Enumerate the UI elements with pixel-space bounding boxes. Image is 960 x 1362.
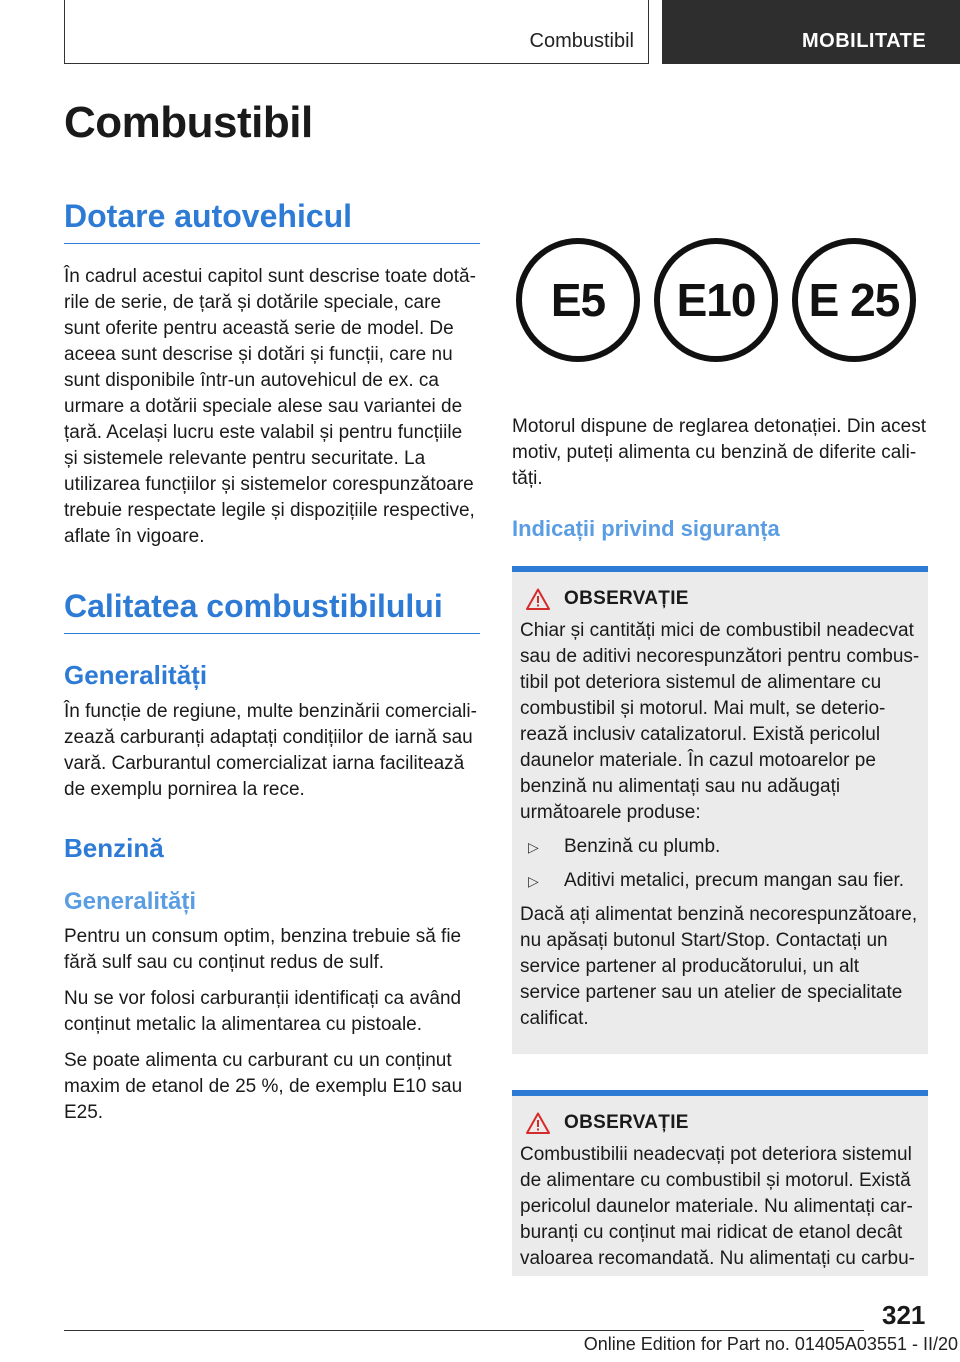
fuel-e25-label: E 25	[808, 274, 900, 326]
paragraph-benzina-1: Pentru un consum optim, benzina trebuie să fie fără sulf sau cu conținut redus de sulf.	[64, 926, 462, 973]
notice-bullet-list	[520, 834, 920, 894]
notice-header	[520, 588, 920, 610]
footer-divider	[64, 1330, 864, 1331]
warning-triangle-icon	[526, 588, 550, 610]
notice-text-2: Dacă ați alimentat benzină necorespunzătoare, nu apăsați butonul Start/Stop. Contactați un service partener al producătorului, un alt service partener sau un atelier de specialitate calificat.	[520, 904, 918, 1029]
header-section-label: Combustibil	[529, 30, 634, 52]
notice-text: Combustibilii neadecvați pot deteriora sistemul de alimentare cu combustibil și motorul. Există pericolul daunelor materiale. Nu alimentați carburanți cu conținut mai ridicat de etanol decât valoarea recomandată. Nu alimentați cu carbu-	[520, 1144, 915, 1269]
left-column	[64, 98, 480, 1136]
bullet-triangle-icon: ▷	[528, 839, 539, 855]
right-column	[512, 238, 928, 1276]
heading-generalitati-benzina: Generalități	[64, 888, 197, 915]
footer-edition: Online Edition for Part no. 01405A03551 - II/20	[583, 1334, 958, 1354]
notice-box-2	[512, 1090, 928, 1276]
list-item-text: Aditivi metalici, precum mangan sau fier.	[564, 870, 905, 891]
list-item	[528, 834, 920, 860]
list-item	[528, 868, 920, 894]
fuel-e5-icon	[516, 238, 640, 362]
paragraph-dotare: În cadrul acestui capitol sunt descrise toate dotările de serie, de țară și dotările speciale, care sunt oferite pentru această serie de model. De aceea sunt descrise și dotări și funcții, care nu sunt disponibile într-un autovehicul de ex. ca urmare a dotării speciale alese sau variantei de țară. Același lucru este valabil și pentru funcțiile și sistemele relevante pentru securitate. La utilizarea funcțiilor și sistemelor corespunzătoare trebuie respectate legile și dispozițiile respective, aflate în vigoare.	[64, 266, 476, 547]
fuel-e25-icon	[792, 238, 916, 362]
list-item-text: Benzină cu plumb.	[564, 836, 721, 857]
page-number: 321	[882, 1300, 926, 1330]
notice-title: OBSERVAȚIE	[564, 1112, 689, 1133]
paragraph-generalitati: În funcție de regiune, multe benzinării comercializează carburanți adaptați condițiilor de iarnă sau vară. Carburantul comercializat iarna facilitează de exemplu pornirea la rece.	[64, 701, 477, 800]
fuel-e10-label: E10	[676, 274, 756, 326]
bullet-triangle-icon: ▷	[528, 873, 539, 889]
notice-text: Chiar și cantități mici de combustibil neadecvat sau de aditivi necorespunzători pentru combustibil pot deteriora sistemul de alimentare cu combustibil și motorul. Mai mult, se deteriorează inclusiv catalizatorul. Există pericolul daunelor materiale. În cazul motoarelor pe benzină nu alimentați sau nu adăugați următoarele produse:	[520, 620, 920, 823]
header-chapter-tab	[662, 0, 960, 64]
heading-generalitati: Generalități	[64, 660, 208, 690]
heading-calitatea-combustibilului: Calitatea combustibilului	[64, 588, 480, 634]
fuel-type-icons	[516, 238, 916, 362]
header-chapter-label: MOBILITATE	[802, 30, 927, 52]
heading-benzina: Benzină	[64, 833, 164, 863]
notice-header	[520, 1112, 920, 1134]
heading-indicatii-siguranta: Indicații privind siguranța	[512, 516, 780, 541]
fuel-e10-icon	[654, 238, 778, 362]
notice-box-1	[512, 566, 928, 1054]
warning-triangle-icon	[526, 1112, 550, 1134]
page-title: Combustibil	[64, 98, 313, 147]
notice-title: OBSERVAȚIE	[564, 588, 689, 609]
header-section-tab	[64, 0, 649, 64]
fuel-e5-label: E5	[550, 274, 606, 326]
paragraph-motor: Motorul dispune de reglarea detonației. Din acest motiv, puteți alimenta cu benzină de diferite calități.	[512, 416, 927, 489]
heading-dotare-autovehicul: Dotare autovehicul	[64, 198, 480, 244]
paragraph-benzina-2: Nu se vor folosi carburanții identificați ca având conținut metalic la alimentarea cu pistoale.	[64, 988, 462, 1035]
paragraph-benzina-3: Se poate alimenta cu carburant cu un conținut maxim de etanol de 25 %, de exemplu E10 sau E25.	[64, 1050, 463, 1123]
